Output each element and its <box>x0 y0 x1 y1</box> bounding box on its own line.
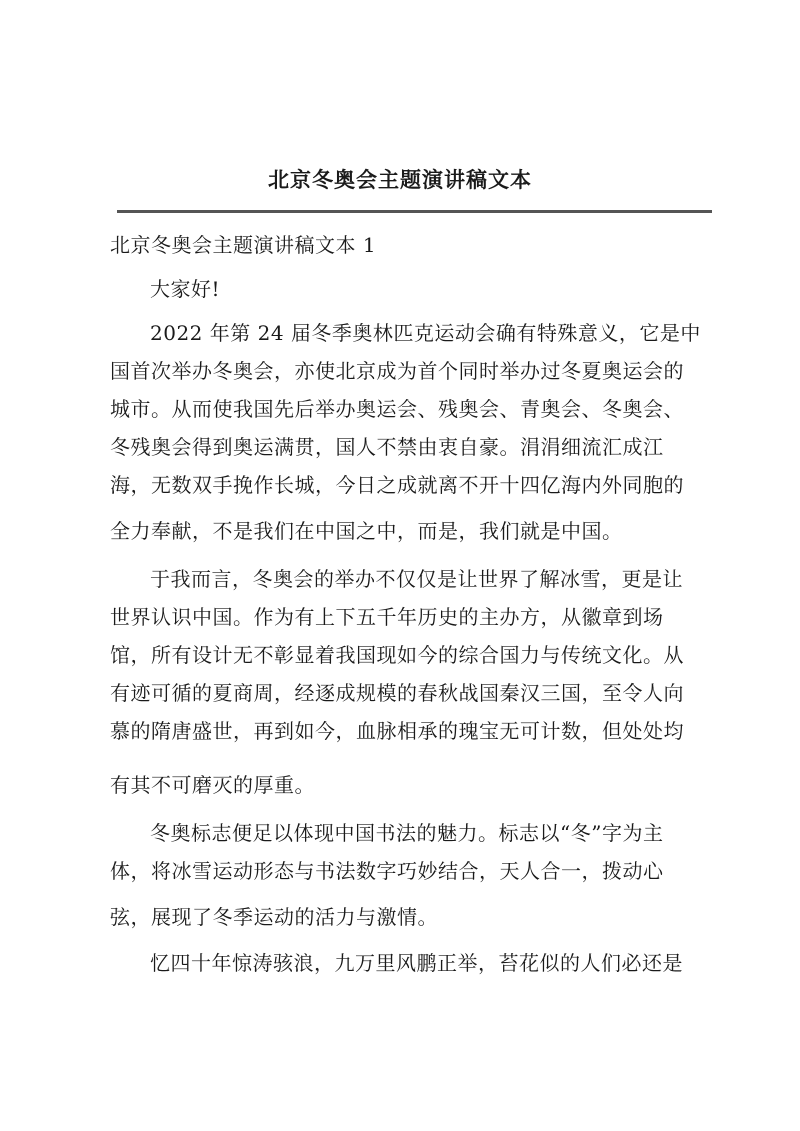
body-line: 大家好! <box>150 277 221 301</box>
body-line: 有迹可循的夏商周，经逐成规模的春秋战国秦汉三国，至令人向 <box>110 681 684 705</box>
section-heading: 北京冬奥会主题演讲稿文本 1 <box>110 233 377 257</box>
body-line: 于我而言，冬奥会的举办不仅仅是让世界了解冰雪，更是让 <box>150 567 683 591</box>
body-line: 冬奥标志便足以体现中国书法的魅力。标志以“冬”字为主 <box>150 821 664 845</box>
body-line: 国首次举办冬奥会，亦使北京成为首个同时举办过冬夏奥运会的 <box>110 359 684 383</box>
body-line: 世界认识中国。作为有上下五千年历史的主办方，从徽章到场 <box>110 605 664 629</box>
body-line: 忆四十年惊涛骇浪，九万里风鹏正举，苔花似的人们必还是 <box>150 951 683 975</box>
body-line: 体，将冰雪运动形态与书法数字巧妙结合，天人合一，拨动心 <box>110 859 664 883</box>
body-line: 2022 年第 24 届冬季奥林匹克运动会确有特殊意义，它是中 <box>150 321 701 345</box>
body-line: 城市。从而使我国先后举办奥运会、残奥会、青奥会、冬奥会、 <box>110 397 684 421</box>
document-title: 北京冬奥会主题演讲稿文本 <box>268 167 532 192</box>
body-line: 慕的隋唐盛世，再到如今，血脉相承的瑰宝无可计数，但处处均 <box>110 719 684 743</box>
body-line: 弦，展现了冬季运动的活力与激情。 <box>110 905 438 929</box>
body-line: 有其不可磨灭的厚重。 <box>110 773 315 797</box>
body-line: 全力奉献，不是我们在中国之中，而是，我们就是中国。 <box>110 519 623 543</box>
title-divider <box>117 210 712 213</box>
body-line: 海，无数双手挽作长城，今日之成就离不开十四亿海内外同胞的 <box>110 473 684 497</box>
body-line: 馆，所有设计无不彰显着我国现如今的综合国力与传统文化。从 <box>110 643 684 667</box>
body-line: 冬残奥会得到奥运满贯，国人不禁由衷自豪。涓涓细流汇成江 <box>110 435 664 459</box>
